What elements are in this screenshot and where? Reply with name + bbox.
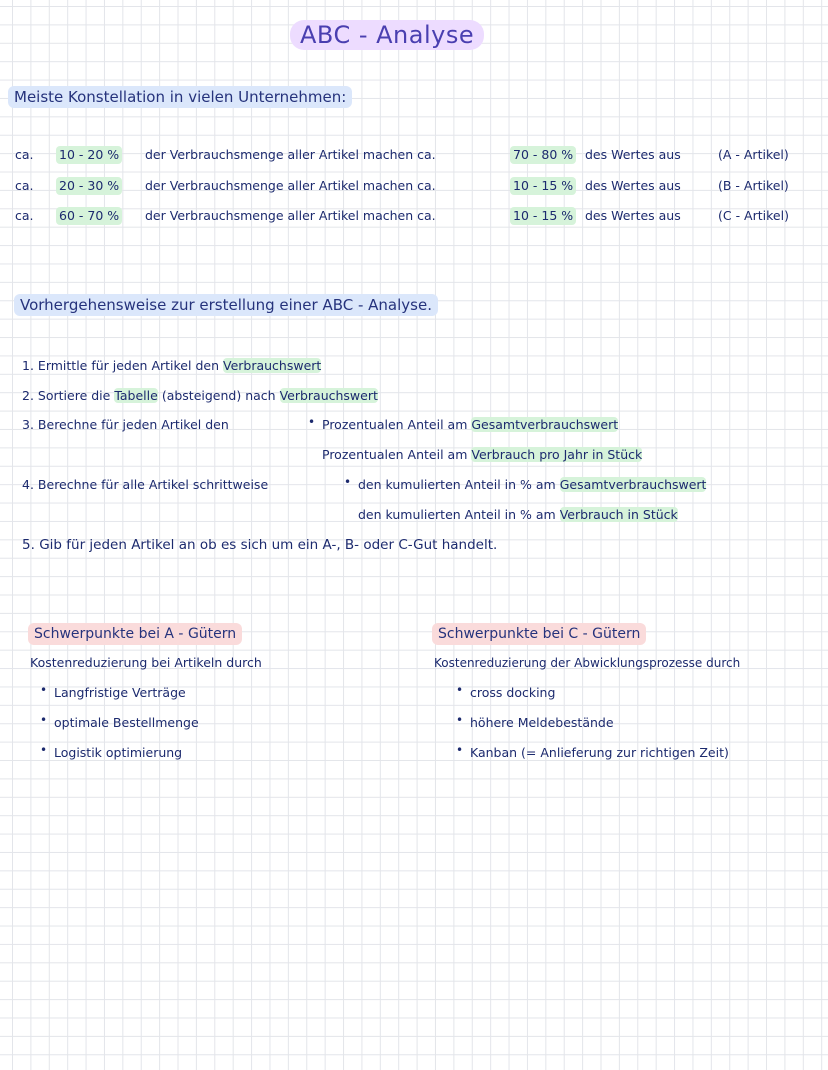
row-suffix: des Wertes aus — [585, 147, 681, 162]
row-prefix: ca. — [15, 147, 34, 162]
row-quantity-pct: 20 - 30 % — [56, 177, 122, 195]
step-text: (absteigend) nach — [161, 388, 276, 403]
step-text: den kumulierten Anteil in % am — [358, 507, 556, 522]
row-prefix: ca. — [15, 208, 34, 223]
row-quantity-pct: 10 - 20 % — [56, 146, 122, 164]
step-highlight: Verbrauch pro Jahr in Stück — [471, 447, 643, 462]
constellation-row-c — [0, 207, 828, 225]
c-goods-item: • cross docking — [470, 684, 555, 702]
step-highlight: Verbrauchswert — [279, 388, 378, 403]
step-text: Gib für jeden Artikel an ob es sich um ein A-, B- oder C-Gut handelt. — [39, 537, 498, 553]
step-highlight: Gesamtverbrauchswert — [559, 477, 707, 492]
step-3 — [22, 416, 229, 434]
c-goods-item: • höhere Meldebestände — [470, 714, 614, 732]
row-quantity-pct: 60 - 70 % — [56, 207, 122, 225]
step-3-sub-a — [322, 416, 618, 434]
row-suffix: des Wertes aus — [585, 208, 681, 223]
constellation-row-a — [0, 146, 828, 164]
step-4 — [22, 476, 268, 494]
step-highlight: Tabelle — [114, 388, 158, 403]
a-goods-item: • Logistik optimierung — [54, 744, 182, 762]
step-text: Prozentualen Anteil am — [322, 417, 468, 432]
step-text: den kumulierten Anteil in % am — [358, 477, 556, 492]
step-highlight: Verbrauch in Stück — [559, 507, 678, 522]
c-goods-subheading: Kostenreduzierung der Abwicklungsprozesse durch — [434, 656, 741, 670]
step-2 — [22, 387, 378, 405]
row-value-pct: 10 - 15 % — [510, 207, 576, 225]
page-title: ABC - Analyse — [290, 20, 484, 50]
a-goods-item: • Langfristige Verträge — [54, 684, 186, 702]
step-text: Prozentualen Anteil am — [322, 447, 468, 462]
step-text: Ermittle für jeden Artikel den — [37, 358, 219, 373]
step-5 — [22, 536, 497, 554]
step-text: Berechne für jeden Artikel den — [37, 417, 229, 432]
row-class: (A - Artikel) — [718, 147, 789, 162]
c-goods-item: • Kanban (= Anlieferung zur richtigen Zeit) — [470, 744, 729, 762]
step-3-sub-b — [322, 446, 642, 464]
step-4-sub-a — [358, 476, 706, 494]
step-number: 2. — [22, 388, 34, 403]
row-prefix: ca. — [15, 178, 34, 193]
step-number: 1. — [22, 358, 34, 373]
step-highlight: Gesamtverbrauchswert — [471, 417, 619, 432]
step-4-sub-b — [358, 506, 678, 524]
row-class: (B - Artikel) — [718, 178, 789, 193]
constellation-heading: Meiste Konstellation in vielen Unternehmen: — [8, 86, 352, 108]
row-class: (C - Artikel) — [718, 208, 789, 223]
step-number: 3. — [22, 417, 34, 432]
row-value-pct: 10 - 15 % — [510, 177, 576, 195]
row-value-pct: 70 - 80 % — [510, 146, 576, 164]
step-highlight: Verbrauchswert — [222, 358, 322, 373]
step-text: Sortiere die — [37, 388, 111, 403]
step-1 — [22, 357, 321, 375]
row-suffix: des Wertes aus — [585, 178, 681, 193]
a-goods-item: • optimale Bestellmenge — [54, 714, 199, 732]
step-text: Berechne für alle Artikel schrittweise — [37, 477, 269, 492]
procedure-heading: Vorhergehensweise zur erstellung einer ABC - Analyse. — [14, 294, 438, 316]
step-number: 5. — [22, 537, 35, 553]
a-goods-heading: Schwerpunkte bei A - Gütern — [28, 623, 242, 645]
a-goods-subheading: Kostenreduzierung bei Artikeln durch — [30, 655, 262, 670]
step-number: 4. — [22, 477, 34, 492]
row-middle-text: der Verbrauchsmenge aller Artikel machen ca. — [145, 147, 436, 162]
row-middle-text: der Verbrauchsmenge aller Artikel machen ca. — [145, 208, 436, 223]
constellation-row-b — [0, 177, 828, 195]
row-middle-text: der Verbrauchsmenge aller Artikel machen ca. — [145, 178, 436, 193]
c-goods-heading: Schwerpunkte bei C - Gütern — [432, 623, 646, 645]
